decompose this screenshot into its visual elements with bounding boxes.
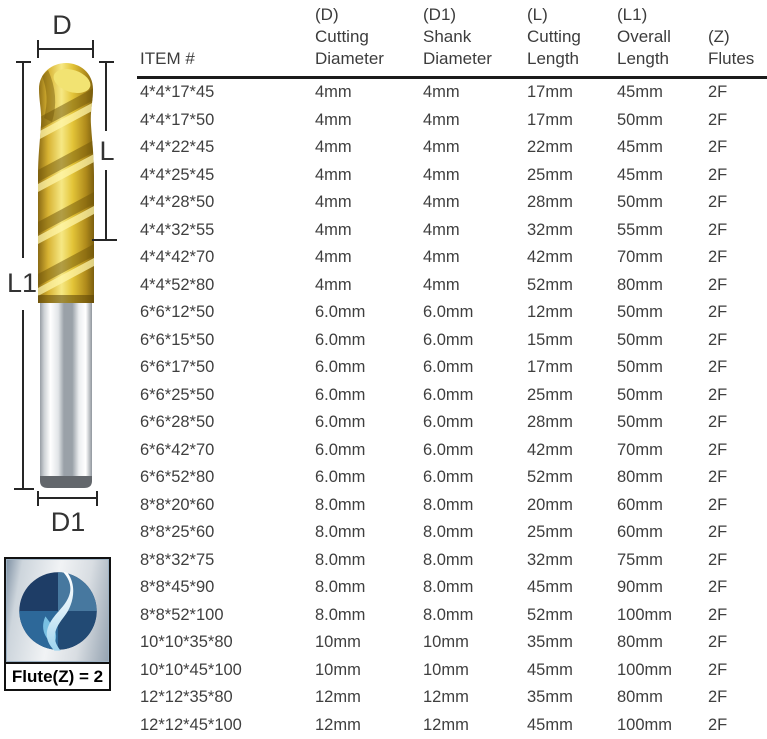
- spec-cell-l: 32mm: [527, 550, 573, 569]
- spec-cell-d: 4mm: [315, 110, 352, 129]
- spec-cell-l: 20mm: [527, 495, 573, 514]
- table-row: [137, 547, 767, 575]
- spec-cell-l1: 50mm: [617, 303, 663, 322]
- spec-cell-d1: 6.0mm: [423, 330, 474, 349]
- spec-cell-d: 12mm: [315, 715, 361, 734]
- spec-cell-d1: 8.0mm: [423, 550, 474, 569]
- spec-cell-z: 2F: [708, 495, 728, 514]
- spec-cell-l: 52mm: [527, 275, 573, 294]
- column-header-d1: (D1) Shank Diameter: [423, 5, 492, 68]
- spec-cell-item: 4*4*32*55: [140, 220, 215, 239]
- spec-cell-d1: 10mm: [423, 633, 469, 652]
- spec-cell-z: 2F: [708, 688, 728, 707]
- table-row: [137, 519, 767, 547]
- spec-cell-l: 52mm: [527, 468, 573, 487]
- spec-cell-d1: 6.0mm: [423, 385, 474, 404]
- spec-cell-item: 12*12*45*100: [140, 715, 242, 734]
- spec-cell-item: 4*4*42*70: [140, 248, 215, 267]
- spec-cell-z: 2F: [708, 248, 728, 267]
- spec-cell-item: 4*4*17*45: [140, 83, 215, 102]
- spec-cell-l1: 100mm: [617, 660, 673, 679]
- spec-cell-l1: 100mm: [617, 605, 673, 624]
- spec-cell-l: 42mm: [527, 248, 573, 267]
- spec-cell-d1: 4mm: [423, 193, 460, 212]
- spec-cell-d1: 12mm: [423, 715, 469, 734]
- spec-cell-item: 6*6*15*50: [140, 330, 215, 349]
- spec-cell-item: 4*4*28*50: [140, 193, 215, 212]
- spec-cell-d: 6.0mm: [315, 358, 366, 377]
- spec-cell-l: 35mm: [527, 688, 573, 707]
- spec-cell-l: 17mm: [527, 358, 573, 377]
- spec-cell-d: 6.0mm: [315, 413, 366, 432]
- spec-cell-z: 2F: [708, 138, 728, 157]
- table-row: [137, 492, 767, 520]
- spec-cell-z: 2F: [708, 660, 728, 679]
- spec-cell-l1: 80mm: [617, 275, 663, 294]
- spec-cell-d1: 6.0mm: [423, 468, 474, 487]
- spec-cell-d1: 10mm: [423, 660, 469, 679]
- spec-cell-l: 17mm: [527, 83, 573, 102]
- table-row: [137, 684, 767, 712]
- spec-cell-l: 42mm: [527, 440, 573, 459]
- spec-cell-d1: 4mm: [423, 110, 460, 129]
- spec-cell-z: 2F: [708, 413, 728, 432]
- spec-cell-d1: 6.0mm: [423, 303, 474, 322]
- spec-cell-l1: 45mm: [617, 138, 663, 157]
- table-row: [137, 657, 767, 685]
- table-row: [137, 162, 767, 190]
- spec-cell-d1: 12mm: [423, 688, 469, 707]
- table-row: [137, 272, 767, 300]
- spec-cell-l: 28mm: [527, 413, 573, 432]
- table-row: [137, 299, 767, 327]
- table-row: [137, 602, 767, 630]
- spec-cell-l: 35mm: [527, 633, 573, 652]
- spec-cell-l: 22mm: [527, 138, 573, 157]
- spec-cell-item: 6*6*28*50: [140, 413, 215, 432]
- spec-cell-d: 8.0mm: [315, 523, 366, 542]
- spec-cell-item: 10*10*35*80: [140, 633, 233, 652]
- flute-badge: [4, 557, 111, 691]
- table-row: [137, 354, 767, 382]
- spec-cell-d1: 8.0mm: [423, 523, 474, 542]
- spec-cell-z: 2F: [708, 275, 728, 294]
- table-row: [137, 244, 767, 272]
- table-row: [137, 437, 767, 465]
- flute-count-label: Flute(Z) = 2: [6, 664, 109, 689]
- spec-cell-l1: 60mm: [617, 495, 663, 514]
- spec-cell-d: 4mm: [315, 248, 352, 267]
- spec-cell-l: 25mm: [527, 385, 573, 404]
- spec-cell-item: 8*8*52*100: [140, 605, 224, 624]
- column-header-d: (D) Cutting Diameter: [315, 5, 384, 68]
- spec-cell-l: 15mm: [527, 330, 573, 349]
- table-row: [137, 629, 767, 657]
- spec-cell-l1: 50mm: [617, 110, 663, 129]
- spec-cell-z: 2F: [708, 550, 728, 569]
- spec-cell-d1: 4mm: [423, 165, 460, 184]
- spec-cell-item: 8*8*32*75: [140, 550, 215, 569]
- spec-cell-d: 4mm: [315, 275, 352, 294]
- spec-cell-d: 8.0mm: [315, 578, 366, 597]
- table-row: [137, 79, 767, 107]
- spec-cell-d: 10mm: [315, 660, 361, 679]
- spec-cell-z: 2F: [708, 83, 728, 102]
- spec-cell-d1: 8.0mm: [423, 605, 474, 624]
- table-row: [137, 464, 767, 492]
- spec-cell-z: 2F: [708, 358, 728, 377]
- spec-cell-z: 2F: [708, 578, 728, 597]
- spec-cell-z: 2F: [708, 220, 728, 239]
- spec-cell-d1: 6.0mm: [423, 358, 474, 377]
- spec-cell-d: 4mm: [315, 193, 352, 212]
- spec-cell-l1: 50mm: [617, 358, 663, 377]
- spec-cell-item: 4*4*25*45: [140, 165, 215, 184]
- spec-cell-l1: 60mm: [617, 523, 663, 542]
- table-row: [137, 189, 767, 217]
- cutter-gold-body: [38, 63, 94, 303]
- spec-cell-item: 10*10*45*100: [140, 660, 242, 679]
- spec-cell-l: 32mm: [527, 220, 573, 239]
- spec-cell-l1: 45mm: [617, 165, 663, 184]
- spec-cell-item: 8*8*20*60: [140, 495, 215, 514]
- spec-cell-l1: 50mm: [617, 193, 663, 212]
- spec-cell-d1: 8.0mm: [423, 495, 474, 514]
- two-flute-logo: [6, 559, 109, 664]
- spec-cell-l1: 50mm: [617, 413, 663, 432]
- spec-cell-l1: 100mm: [617, 715, 673, 734]
- spec-cell-d1: 8.0mm: [423, 578, 474, 597]
- spec-cell-item: 6*6*12*50: [140, 303, 215, 322]
- spec-cell-d1: 4mm: [423, 220, 460, 239]
- table-row: [137, 217, 767, 245]
- spec-cell-item: 6*6*42*70: [140, 440, 215, 459]
- spec-cell-l: 45mm: [527, 660, 573, 679]
- tool-shank: [40, 303, 92, 488]
- spec-cell-l1: 80mm: [617, 633, 663, 652]
- spec-cell-item: 4*4*17*50: [140, 110, 215, 129]
- spec-cell-d: 4mm: [315, 165, 352, 184]
- table-row: [137, 382, 767, 410]
- spec-cell-z: 2F: [708, 715, 728, 734]
- spec-cell-z: 2F: [708, 330, 728, 349]
- spec-cell-item: 6*6*25*50: [140, 385, 215, 404]
- flute-swirl-icon: [13, 566, 103, 656]
- spec-cell-item: 8*8*25*60: [140, 523, 215, 542]
- spec-cell-l1: 45mm: [617, 83, 663, 102]
- table-row: [137, 327, 767, 355]
- spec-cell-d: 10mm: [315, 633, 361, 652]
- spec-cell-l1: 55mm: [617, 220, 663, 239]
- spec-cell-l1: 50mm: [617, 330, 663, 349]
- spec-cell-d: 4mm: [315, 220, 352, 239]
- spec-cell-l: 12mm: [527, 303, 573, 322]
- spec-cell-l1: 80mm: [617, 688, 663, 707]
- spec-cell-d: 6.0mm: [315, 330, 366, 349]
- spec-cell-l1: 50mm: [617, 385, 663, 404]
- spec-cell-l1: 70mm: [617, 440, 663, 459]
- spec-cell-z: 2F: [708, 633, 728, 652]
- spec-cell-z: 2F: [708, 385, 728, 404]
- dim-label-l1: L1: [6, 268, 38, 298]
- spec-cell-d: 6.0mm: [315, 385, 366, 404]
- spec-cell-l: 28mm: [527, 193, 573, 212]
- spec-cell-item: 4*4*52*80: [140, 275, 215, 294]
- spec-table-body: [137, 79, 767, 739]
- spec-cell-d: 8.0mm: [315, 605, 366, 624]
- spec-cell-l: 52mm: [527, 605, 573, 624]
- spec-cell-d1: 4mm: [423, 248, 460, 267]
- dim-label-d1: D1: [50, 507, 86, 537]
- dim-label-d: D: [52, 10, 72, 40]
- spec-cell-l: 45mm: [527, 578, 573, 597]
- spec-cell-d1: 6.0mm: [423, 440, 474, 459]
- spec-table: [137, 0, 767, 739]
- spec-cell-d1: 4mm: [423, 83, 460, 102]
- spec-cell-z: 2F: [708, 303, 728, 322]
- dim-label-l: L: [99, 136, 115, 166]
- spec-cell-l1: 90mm: [617, 578, 663, 597]
- spec-cell-d: 6.0mm: [315, 468, 366, 487]
- spec-cell-d1: 6.0mm: [423, 413, 474, 432]
- spec-cell-z: 2F: [708, 440, 728, 459]
- spec-cell-d1: 4mm: [423, 275, 460, 294]
- spec-cell-l: 17mm: [527, 110, 573, 129]
- spec-cell-d: 8.0mm: [315, 550, 366, 569]
- spec-cell-item: 8*8*45*90: [140, 578, 215, 597]
- spec-cell-item: 6*6*52*80: [140, 468, 215, 487]
- spec-cell-z: 2F: [708, 110, 728, 129]
- spec-cell-z: 2F: [708, 193, 728, 212]
- column-header-l: (L) Cutting Length: [527, 5, 581, 68]
- spec-cell-item: 12*12*35*80: [140, 688, 233, 707]
- table-row: [137, 107, 767, 135]
- spec-cell-d: 6.0mm: [315, 303, 366, 322]
- table-row: [137, 134, 767, 162]
- column-header-z: (Z) Flutes: [708, 27, 755, 68]
- spec-cell-z: 2F: [708, 165, 728, 184]
- spec-cell-item: 6*6*17*50: [140, 358, 215, 377]
- spec-cell-d: 4mm: [315, 83, 352, 102]
- spec-cell-d: 12mm: [315, 688, 361, 707]
- endmill-diagram: [0, 0, 135, 540]
- spec-cell-l: 45mm: [527, 715, 573, 734]
- spec-cell-l: 25mm: [527, 523, 573, 542]
- spec-cell-item: 4*4*22*45: [140, 138, 215, 157]
- spec-cell-d: 4mm: [315, 138, 352, 157]
- spec-cell-d: 6.0mm: [315, 440, 366, 459]
- table-row: [137, 409, 767, 437]
- column-header-item: ITEM #: [140, 49, 195, 68]
- spec-cell-z: 2F: [708, 468, 728, 487]
- spec-cell-l1: 75mm: [617, 550, 663, 569]
- spec-table-header: [137, 0, 767, 79]
- spec-cell-d: 8.0mm: [315, 495, 366, 514]
- spec-cell-z: 2F: [708, 605, 728, 624]
- spec-cell-z: 2F: [708, 523, 728, 542]
- spec-cell-d1: 4mm: [423, 138, 460, 157]
- spec-cell-l1: 70mm: [617, 248, 663, 267]
- table-row: [137, 712, 767, 739]
- spec-cell-l: 25mm: [527, 165, 573, 184]
- spec-cell-l1: 80mm: [617, 468, 663, 487]
- column-header-l1: (L1) Overall Length: [617, 5, 671, 68]
- table-row: [137, 574, 767, 602]
